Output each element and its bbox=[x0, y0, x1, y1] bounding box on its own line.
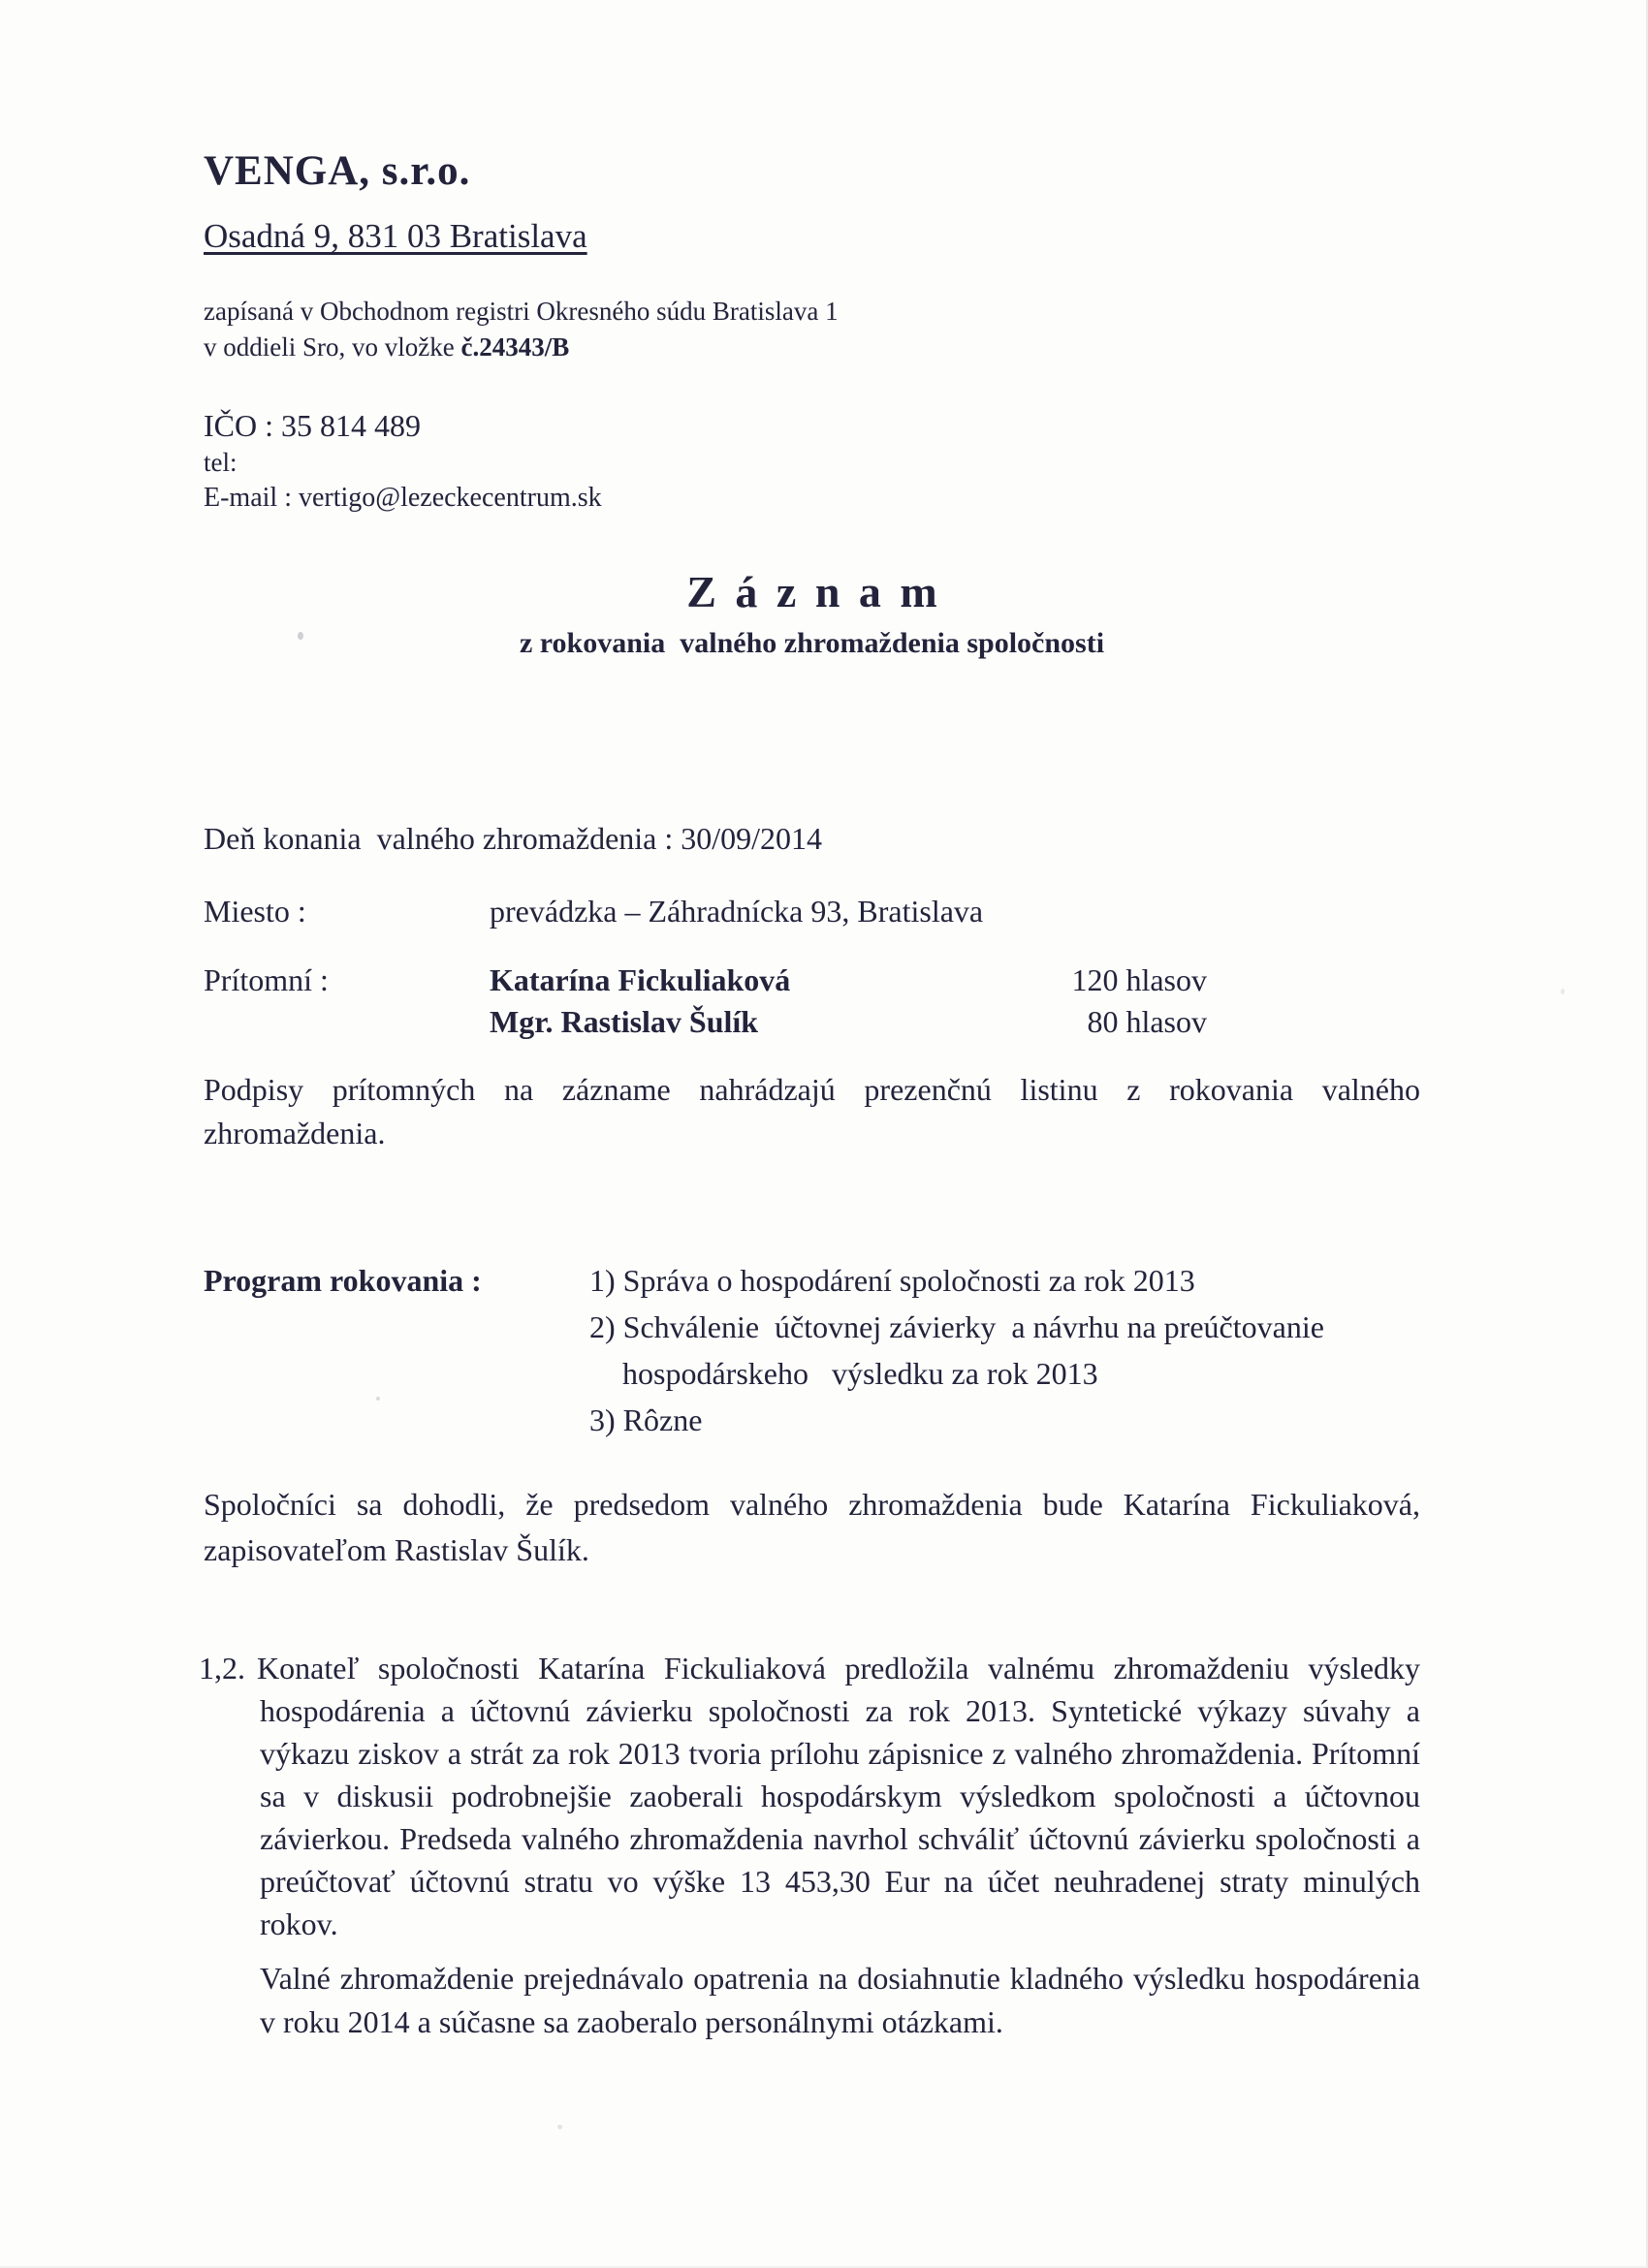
chairman-note: Spoločníci sa dohodli, že predsedom valného zhromaždenia bude Katarína Fickuliaková, zapisovateľom Rastislav Šulík. bbox=[204, 1487, 1420, 1568]
attendee-votes bbox=[1057, 960, 1207, 1043]
signatures-note: Podpisy prítomných na zázname nahrádzajú prezenčnú listinu z rokovania valného zhromaždenia. bbox=[204, 1072, 1420, 1151]
contact-block bbox=[204, 406, 1420, 516]
attendees-row bbox=[204, 960, 1420, 1043]
meeting-place-row bbox=[204, 891, 1420, 932]
place-value: prevádzka – Záhradnícka 93, Bratislava bbox=[490, 894, 984, 929]
scan-speck bbox=[1561, 989, 1565, 994]
company-name: VENGA, s.r.o. bbox=[204, 148, 471, 194]
closing-note: Valné zhromaždenie prejednávalo opatrenia na dosiahnutie kladného výsledku hospodárenia v roku 2014 a súčasne sa zaoberalo personálnymi otázkami. bbox=[260, 1961, 1420, 2040]
document-content bbox=[199, 0, 1420, 2044]
document-title: Z á z n a m bbox=[686, 567, 937, 617]
paragraph-text: Konateľ spoločnosti Katarína Fickuliaková predložila valnému zhromaždeniu výsledky hospodárenia a účtovnú závierku spoločnosti za rok 2013. Syntetické výkazy súvahy a výkazu ziskov a strát za rok 2013 tvoria prílohu zápisnice z valného zhromaždenia. Prítomní sa v diskusii podrobnejšie zaoberali hospodárskym výsledkom spoločnosti a účtovnou závierkou. Predseda valného zhromaždenia navrhol schváliť účtovnú závierku spoločnosti a preúčtovať účtovnú stratu vo výške 13 453,30 Eur na účet neuhradenej straty minulých rokov. bbox=[257, 1651, 1420, 1942]
agenda-point-1-2-paragraph bbox=[199, 1647, 1420, 1945]
agenda-item: 3) Rôzne bbox=[589, 1402, 703, 1438]
agenda-items bbox=[589, 1257, 1420, 1443]
agenda-item-continuation: hospodárskeho výsledku za rok 2013 bbox=[622, 1356, 1098, 1392]
ico-line: IČO : 35 814 489 bbox=[204, 408, 421, 444]
title-block bbox=[204, 564, 1420, 663]
company-address: Osadná 9, 831 03 Bratislava bbox=[204, 217, 587, 256]
agenda-label: Program rokovania : bbox=[204, 1263, 482, 1299]
attendee-vote-count: 120 hlasov bbox=[1071, 962, 1207, 998]
attendee-vote-count: 80 hlasov bbox=[1087, 1004, 1207, 1040]
attendees-label: Prítomní : bbox=[204, 962, 329, 998]
place-label: Miesto : bbox=[204, 894, 306, 929]
paragraph-number: 1,2. bbox=[199, 1651, 245, 1686]
scan-speck bbox=[557, 2125, 562, 2129]
email-line: E-mail : vertigo@lezeckecentrum.sk bbox=[204, 483, 602, 514]
attendee-name: Katarína Fickuliaková bbox=[490, 962, 791, 998]
attendee-names bbox=[490, 960, 1057, 1043]
registry-line-2-text: v oddieli Sro, vo vložke bbox=[204, 332, 461, 362]
attendee-name: Mgr. Rastislav Šulík bbox=[490, 1004, 759, 1040]
registry-insert-number: č.24343/B bbox=[460, 332, 570, 362]
registry-block bbox=[204, 294, 1420, 365]
agenda-item: 2) Schválenie účtovnej závierky a návrhu na preúčtovanie bbox=[589, 1309, 1324, 1345]
meeting-date-line: Deň konania valného zhromaždenia : 30/09/2014 bbox=[204, 821, 823, 857]
agenda-block bbox=[204, 1257, 1420, 1443]
document-subtitle: z rokovania valného zhromaždenia spoločnosti bbox=[519, 627, 1105, 660]
tel-line: tel: bbox=[204, 448, 238, 478]
registry-line-1: zapísaná v Obchodnom registri Okresného súdu Bratislava 1 bbox=[204, 297, 839, 327]
registry-line-2 bbox=[204, 330, 1420, 365]
agenda-item: 1) Správa o hospodárení spoločnosti za rok 2013 bbox=[589, 1263, 1195, 1299]
